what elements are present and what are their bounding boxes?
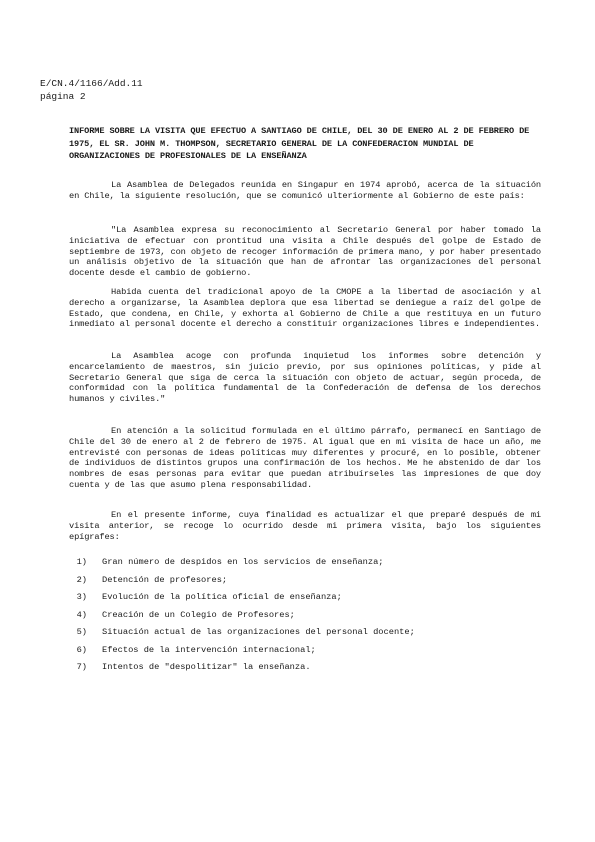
report-title: INFORME SOBRE LA VISITA QUE EFECTUO A SANTIAGO DE CHILE, DEL 30 DE ENERO AL 2 DE FEBRERO DE 1975, EL SR. JOHN M. THOMPSON, SECRETARIO GENERAL DE LA CONFEDERACION MUNDIAL DE ORGANIZACIONES DE PROFESIONALES DE LA ENSEÑANZA xyxy=(69,126,530,161)
list-item-text: Efectos de la intervención internacional; xyxy=(102,644,316,655)
list-item xyxy=(69,610,541,628)
page-number: página 2 xyxy=(40,91,86,102)
resolution-quote-2: Habida cuenta del tradicional apoyo de la CMOPE a la libertad de asociación y al derecho a organizarse, la Asamblea deplora que esa libertad se deniegue a raíz del golpe de Estado, que condena, en Chile, y exhorta al Gobierno de Chile a que restituya en un futuro inmediato al personal docente el derecho a constituir organizaciones libres e independientes. xyxy=(69,287,541,330)
resolution-quote-1: "La Asamblea expresa su reconocimiento al Secretario General por haber tomado la iniciativa de efectuar con prontitud una visita a Chile después del golpe de Estado de septiembre de 1973, con objeto de recoger información de primera mano, y por haber presentado un análisis objetivo de la situación que han de afrontar las organizaciones del personal docente desde el cambio de gobierno. xyxy=(69,225,541,279)
list-item xyxy=(69,645,541,663)
list-item-number: 1) xyxy=(76,557,87,567)
list-item xyxy=(69,557,541,575)
list-item-number: 2) xyxy=(76,574,87,585)
list-item-text: Detención de profesores; xyxy=(102,574,228,585)
list-item-number: 4) xyxy=(76,609,87,620)
list-item-text: Evolución de la política oficial de enseñanza; xyxy=(102,592,342,602)
list-item-number: 7) xyxy=(76,662,87,672)
report-scope-paragraph: En el presente informe, cuya finalidad es actualizar el que preparé después de mi visita anterior, se recoge lo ocurrido desde mi primera visita, bajo los siguientes epígrafes: xyxy=(69,510,541,542)
topics-list xyxy=(69,557,541,680)
list-item-text: Situación actual de las organizaciones del personal docente; xyxy=(102,627,415,637)
document-reference xyxy=(40,77,143,103)
list-item-number: 5) xyxy=(76,627,87,637)
list-item xyxy=(69,662,541,680)
visit-paragraph: En atención a la solicitud formulada en el último párrafo, permanecí en Santiago de Chile del 30 de enero al 2 de febrero de 1975. Al igual que en mi visita de hace un año, me entrevisté con personas de ideas políticas muy diferentes y procuré, en lo posible, obtener de individuos de distintos grupos una confirmación de los hechos. Me he abstenido de dar los nombres de esas personas para evitar que puedan atribuírseles las impresiones de que doy cuenta y de las que asumo plena responsabilidad. xyxy=(69,426,541,490)
document-symbol: E/CN.4/1166/Add.11 xyxy=(40,78,143,89)
intro-paragraph: La Asamblea de Delegados reunida en Singapur en 1974 aprobó, acerca de la situación en Chile, la siguiente resolución, que se comunicó ulteriormente al Gobierno de este país: xyxy=(69,180,541,201)
list-item-text: Gran número de despidos en los servicios de enseñanza; xyxy=(102,557,384,567)
list-item-text: Creación de un Colegio de Profesores; xyxy=(102,609,295,620)
list-item-number: 3) xyxy=(76,592,87,602)
list-item xyxy=(69,575,541,593)
list-item-number: 6) xyxy=(76,644,87,655)
resolution-quote-3: La Asamblea acoge con profunda inquietud los informes sobre detención y encarcelamiento de maestros, sin juicio previo, por sus opiniones políticas, y pide al Secretario General que siga de cerca la situación con objeto de actuar, según proceda, de conformidad con la política fundamental de la Confederación de defensa de los derechos humanos y civiles." xyxy=(69,351,541,405)
list-item-text: Intentos de "despolitizar" la enseñanza. xyxy=(102,662,311,672)
list-item xyxy=(69,592,541,610)
list-item xyxy=(69,627,541,645)
